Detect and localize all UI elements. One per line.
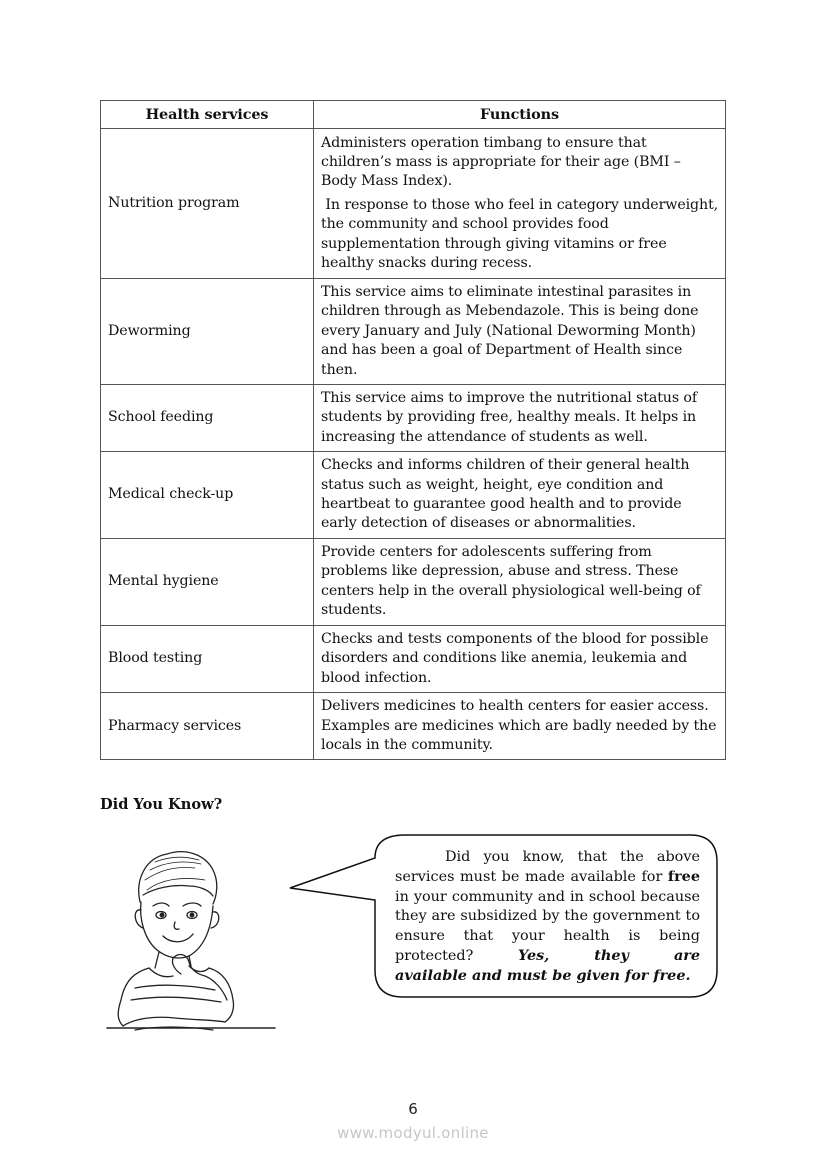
table-row xyxy=(101,693,726,760)
bubble-bold-text: free xyxy=(667,868,700,886)
function-paragraph: Delivers medicines to health centers for easier access. Examples are medicines which are badly needed by the locals in the community. xyxy=(321,698,717,753)
bubble-emphasis-text: Yes, they are xyxy=(517,947,701,965)
speech-bubble-text xyxy=(395,848,700,987)
bubble-emphasis-text: available and must be given for free. xyxy=(395,967,691,985)
table-row xyxy=(101,385,726,452)
function-paragraph: Administers operation timbang to ensure that children’s mass is appropriate for their age (BMI – Body Mass Index). xyxy=(321,134,681,190)
table-row xyxy=(101,538,726,625)
boy-thinking-illustration xyxy=(105,840,280,1040)
service-name: Nutrition program xyxy=(101,129,314,279)
function-paragraph: Provide centers for adolescents suffering from problems like depression, abuse and stress. These centers help in the overall physiological well-being of students. xyxy=(321,544,701,619)
service-function xyxy=(314,452,726,539)
function-paragraph: This service aims to eliminate intestinal parasites in children through as Mebendazole. This is being done every January and July (National Deworming Month) and has been a goal of Department of Health since then. xyxy=(321,284,699,378)
service-name: Medical check-up xyxy=(101,452,314,539)
table-row xyxy=(101,129,726,279)
bubble-text-part: in your community and in school because they are subsidized by the government to ensure that your health is being protected? xyxy=(395,888,700,965)
service-name: Pharmacy services xyxy=(101,693,314,760)
service-function xyxy=(314,625,726,692)
watermark: www.modyul.online xyxy=(337,1124,489,1142)
function-paragraph: In response to those who feel in category underweight, the community and school provides food supplementation through giving vitamins or free healthy snacks during recess. xyxy=(321,196,723,272)
service-function xyxy=(314,693,726,760)
function-paragraph: Checks and tests components of the blood for possible disorders and conditions like anemia, leukemia and blood infection. xyxy=(321,630,709,686)
service-name: Blood testing xyxy=(101,625,314,692)
service-name: Mental hygiene xyxy=(101,538,314,625)
service-name: Deworming xyxy=(101,279,314,385)
header-functions: Functions xyxy=(314,101,726,129)
service-function xyxy=(314,129,726,279)
table-header-row xyxy=(101,101,726,129)
table-row xyxy=(101,625,726,692)
service-function xyxy=(314,279,726,385)
function-paragraph: Checks and informs children of their general health status such as weight, height, eye condition and heartbeat to guarantee good health and to provide early detection of diseases or abnormalities. xyxy=(321,457,690,532)
header-health-services: Health services xyxy=(101,101,314,129)
did-you-know-heading: Did You Know? xyxy=(100,796,223,813)
health-services-table xyxy=(100,100,726,760)
bubble-text-part: Did you know, that the above services must be made available for xyxy=(395,849,700,886)
service-name: School feeding xyxy=(101,385,314,452)
function-paragraph: This service aims to improve the nutritional status of students by providing free, healthy meals. It helps in increasing the attendance of students as well. xyxy=(321,390,698,445)
page-number: 6 xyxy=(408,1100,418,1118)
table-row xyxy=(101,452,726,539)
service-function xyxy=(314,385,726,452)
service-function xyxy=(314,538,726,625)
table-row xyxy=(101,279,726,385)
